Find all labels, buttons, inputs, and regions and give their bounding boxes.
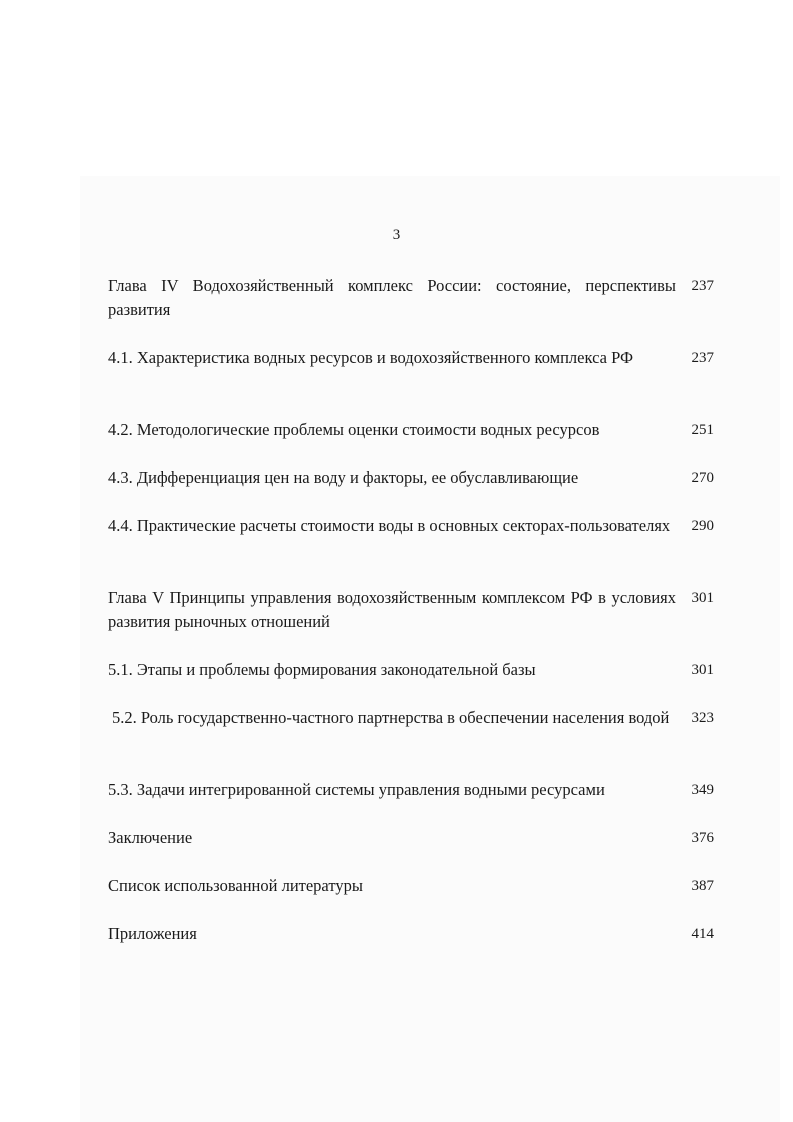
- toc-entry-title: 4.4. Практические расчеты стоимости воды в основных секторах-пользователях: [108, 516, 671, 535]
- toc-entry-chapter-4: [108, 274, 714, 322]
- toc-entry-title: Заключение: [108, 828, 193, 847]
- toc-entry-5-2: [108, 706, 714, 730]
- toc-entry-page: 323: [691, 710, 714, 726]
- toc-entry-references: [108, 874, 714, 898]
- toc-entry-page: 301: [691, 662, 714, 678]
- toc-entry-page: 270: [691, 470, 714, 486]
- toc-entry-title: Глава IV Водохозяйственный комплекс России: состояние, перспективы развития: [108, 276, 676, 319]
- toc-entry-title: 5.3. Задачи интегрированной системы управления водными ресурсами: [108, 780, 605, 799]
- toc-entry-page: 387: [691, 878, 714, 894]
- toc-entry-page: 376: [691, 830, 714, 846]
- toc-entry-title: 4.3. Дифференциация цен на воду и факторы, ее обуславливающие: [108, 468, 579, 487]
- toc-entry-5-3: [108, 778, 714, 802]
- toc-entry-title: 4.1. Характеристика водных ресурсов и водохозяйственного комплекса РФ: [108, 348, 633, 367]
- toc-entry-4-3: [108, 466, 714, 490]
- toc-entry-title: 4.2. Методологические проблемы оценки стоимости водных ресурсов: [108, 420, 600, 439]
- toc-entry-title: Приложения: [108, 924, 197, 943]
- toc-entry-title: Глава V Принципы управления водохозяйственным комплексом РФ в условиях развития рыночных отношений: [108, 588, 676, 631]
- toc-entry-title: 5.2. Роль государственно-частного партнерства в обеспечении населения водой: [112, 708, 670, 727]
- page-number: 3: [392, 227, 401, 243]
- toc-entry-appendices: [108, 922, 714, 946]
- toc-entry-page: 349: [691, 782, 714, 798]
- toc-entry-conclusion: [108, 826, 714, 850]
- toc-entry-chapter-5: [108, 586, 714, 634]
- toc-entry-4-4: [108, 514, 714, 538]
- toc-entry-page: 414: [691, 926, 714, 942]
- toc-entry-page: 290: [691, 518, 714, 534]
- toc-entry-title: Список использованной литературы: [108, 876, 363, 895]
- toc-entry-page: 301: [691, 590, 714, 606]
- toc-entry-page: 251: [691, 422, 714, 438]
- toc-entry-4-1: [108, 346, 714, 370]
- toc-entry-title: 5.1. Этапы и проблемы формирования законодательной базы: [108, 660, 536, 679]
- toc-entry-4-2: [108, 418, 714, 442]
- toc-entry-page: 237: [691, 278, 714, 294]
- toc-entry-page: 237: [691, 350, 714, 366]
- toc-entry-5-1: [108, 658, 714, 682]
